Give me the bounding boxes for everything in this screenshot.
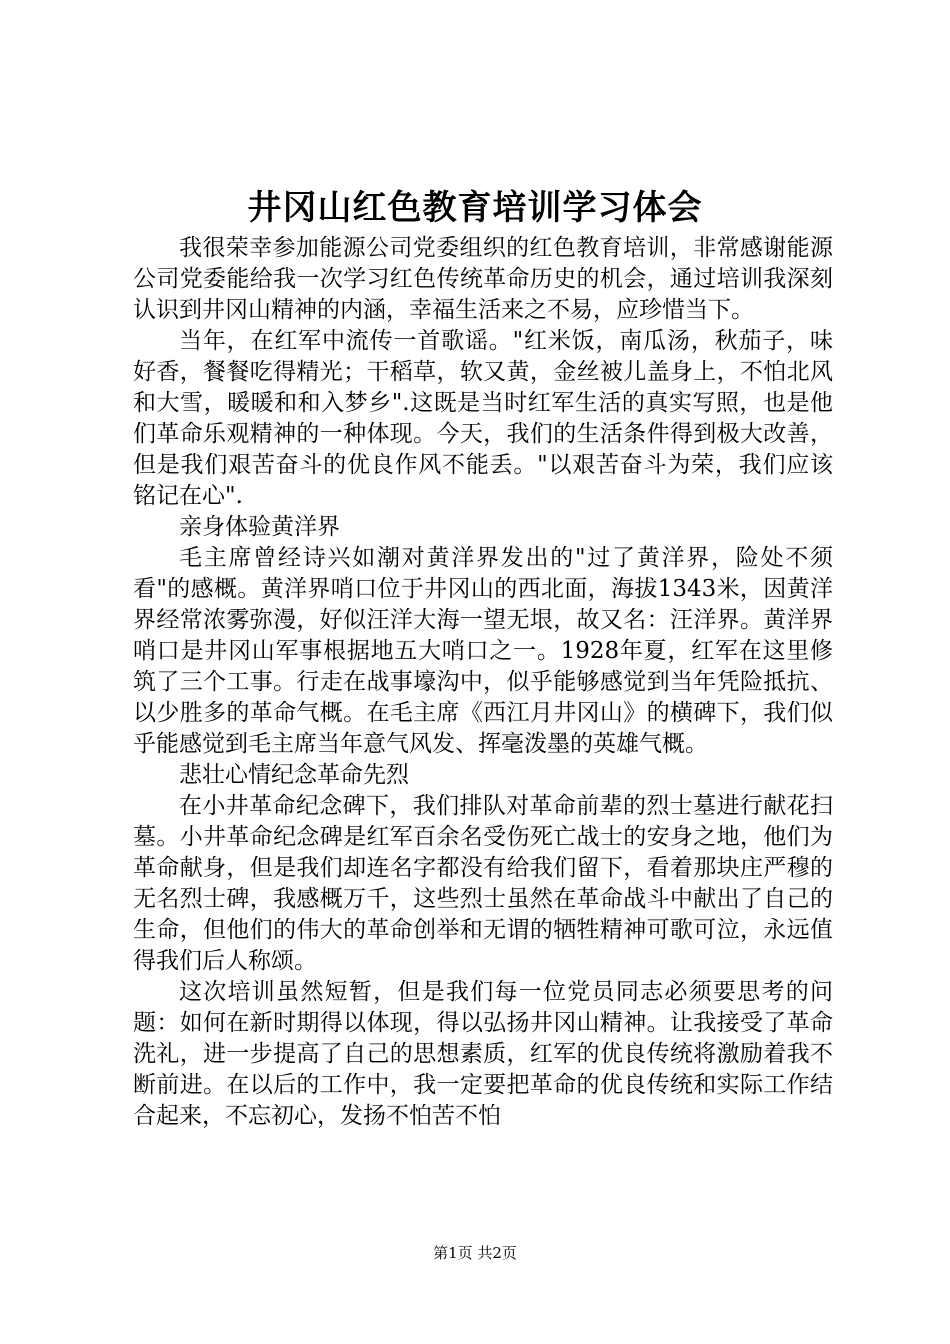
paragraph: 我很荣幸参加能源公司党委组织的红色教育培训，非常感谢能源公司党委能给我一次学习红色传统革命历史的机会，通过培训我深刻认识到井冈山精神的内涵，幸福生活来之不易，应珍惜当下。 bbox=[133, 235, 833, 323]
document-title: 井冈山红色教育培训学习体会 bbox=[247, 188, 703, 228]
paragraph: 毛主席曾经诗兴如潮对黄洋界发出的"过了黄洋界，险处不须看"的感概。黄洋界哨口位于井冈山的西北面，海拔1343米，因黄洋界经常浓雾弥漫，好似汪洋大海一望无垠，故又名：汪洋界。黄洋界哨口是井冈山军事根据地五大哨口之一。1928年夏，红军在这里修筑了三个工事。行走在战事壕沟中，似乎能够感觉到当年凭险抵抗、以少胜多的革命气概。在毛主席《西江月井冈山》的横碑下，我们似乎能感觉到毛主席当年意气风发、挥毫泼墨的英雄气概。 bbox=[133, 545, 833, 757]
paragraph: 这次培训虽然短暂，但是我们每一位党员同志必须要思考的问题：如何在新时期得以体现，得以弘扬井冈山精神。让我接受了革命洗礼，进一步提高了自己的思想素质，红军的优良传统将激励着我不断前进。在以后的工作中，我一定要把革命的优良传统和实际工作结合起来，不忘初心，发扬不怕苦不怕 bbox=[133, 979, 833, 1129]
section-heading: 亲身体验黄洋界 bbox=[179, 514, 340, 540]
paragraph: 在小井革命纪念碑下，我们排队对革命前辈的烈士墓进行献花扫墓。小井革命纪念碑是红军百余名受伤死亡战士的安身之地，他们为革命献身，但是我们却连名字都没有给我们留下，看着那块庄严穆的无名烈士碑，我感概万千，这些烈士虽然在革命战斗中献出了自己的生命，但他们的伟大的革命创举和无谓的牺牲精神可歌可泣，永远值得我们后人称颂。 bbox=[133, 793, 833, 974]
page-number-footer: 第1页 共2页 bbox=[433, 1244, 517, 1262]
section-heading: 悲壮心情纪念革命先烈 bbox=[179, 762, 409, 788]
document-body bbox=[133, 233, 833, 1132]
paragraph: 当年，在红军中流传一首歌谣。"红米饭，南瓜汤，秋茄子，味好香，餐餐吃得精光；干稻草，软又黄，金丝被儿盖身上，不怕北风和大雪，暖暖和和入梦乡".这既是当时红军生活的真实写照，也是他们革命乐观精神的一种体现。今天，我们的生活条件得到极大改善，但是我们艰苦奋斗的优良作风不能丢。"以艰苦奋斗为荣，我们应该铭记在心". bbox=[133, 328, 833, 509]
